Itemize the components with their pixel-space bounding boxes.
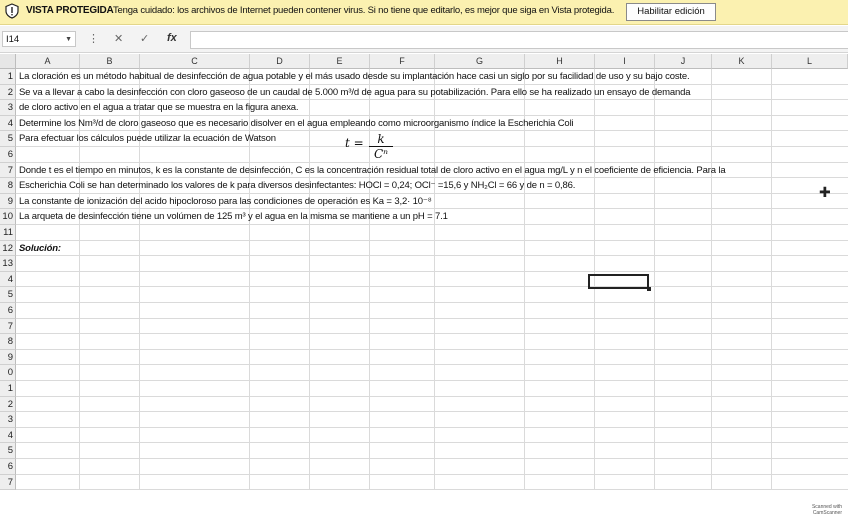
sheet-row xyxy=(0,178,848,194)
more-options-icon[interactable]: ⋮ xyxy=(88,33,99,45)
sheet-row xyxy=(0,116,848,132)
formula-bar xyxy=(0,26,848,53)
row-header[interactable]: 8 xyxy=(0,178,16,194)
cell-text[interactable]: La constante de ionización del acido hipocloroso para las condiciones de operación es Ka = 3,2· 10⁻⁸ xyxy=(19,195,432,207)
cell-text[interactable]: La arqueta de desinfección tiene un volúmen de 125 m³ y el agua en la misma se mantiene a un pH = 7.1 xyxy=(19,211,448,223)
sheet-row xyxy=(0,381,848,397)
sheet-row xyxy=(0,428,848,444)
cell-text[interactable]: La cloración es un método habitual de desinfección de agua potable y el más usado desde su implantación hace casi un siglo por su facilidad de uso y su bajo coste. xyxy=(19,71,690,82)
grid-line xyxy=(16,489,848,490)
row-header[interactable]: 6 xyxy=(0,459,16,475)
watermark-line2: CamScanner xyxy=(812,510,842,516)
sheet-row xyxy=(0,100,848,116)
sheet-row xyxy=(0,225,848,241)
sheet-row xyxy=(0,69,848,85)
row-header[interactable]: 9 xyxy=(0,350,16,366)
name-box-value: I14 xyxy=(6,34,20,45)
scanner-watermark xyxy=(812,504,842,516)
row-header[interactable]: 2 xyxy=(0,397,16,413)
sheet-row xyxy=(0,303,848,319)
sheet-row xyxy=(0,194,848,210)
row-header[interactable]: 7 xyxy=(0,475,16,491)
enter-icon[interactable]: ✓ xyxy=(140,33,150,45)
row-header[interactable]: 0 xyxy=(0,365,16,381)
row-header[interactable]: 4 xyxy=(0,428,16,444)
sheet-row xyxy=(0,334,848,350)
column-header-d[interactable]: D xyxy=(250,54,310,69)
column-header-a[interactable]: A xyxy=(16,54,80,69)
protected-view-bar xyxy=(0,0,848,25)
sheet-row xyxy=(0,475,848,491)
column-header-g[interactable]: G xyxy=(435,54,525,69)
cancel-icon[interactable]: ✕ xyxy=(114,33,124,45)
row-header[interactable]: 7 xyxy=(0,163,16,179)
column-header-c[interactable]: C xyxy=(140,54,250,69)
sheet-row xyxy=(0,272,848,288)
cell-text[interactable]: de cloro activo en el agua a tratar que se muestra en la figura anexa. xyxy=(19,102,299,114)
equation-numerator: k xyxy=(369,132,393,147)
column-header-e[interactable]: E xyxy=(310,54,370,69)
row-header[interactable]: 3 xyxy=(0,100,16,116)
sheet-row xyxy=(0,365,848,381)
cell-text[interactable]: Se va a llevar a cabo la desinfección con cloro gaseoso de un caudal de 5.000 m³/d de agua para su potabilización. Para ello se ha realizado un ensayo de demanda xyxy=(19,86,691,98)
row-header[interactable]: 9 xyxy=(0,194,16,210)
sheet-row xyxy=(0,443,848,459)
sheet-row xyxy=(0,459,848,475)
enable-editing-button[interactable]: Habilitar edición xyxy=(626,3,716,21)
row-header[interactable]: 11 xyxy=(0,225,16,241)
watermark-line1: Scanned with xyxy=(811,504,842,510)
sheet-row xyxy=(0,131,848,147)
column-header-l[interactable]: L xyxy=(772,54,848,69)
protected-view-title: VISTA PROTEGIDA xyxy=(26,5,114,16)
row-header[interactable]: 1 xyxy=(0,381,16,397)
row-header[interactable]: 10 xyxy=(0,209,16,225)
row-header[interactable]: 4 xyxy=(0,272,16,288)
row-header[interactable]: 5 xyxy=(0,287,16,303)
equation-lhs: t = xyxy=(345,136,364,150)
row-header[interactable]: 13 xyxy=(0,256,16,272)
sheet-row xyxy=(0,256,848,272)
row-header[interactable]: 1 xyxy=(0,69,16,85)
row-header[interactable]: 5 xyxy=(0,131,16,147)
sheet-row xyxy=(0,147,848,163)
row-header[interactable]: 2 xyxy=(0,85,16,101)
active-cell-selection[interactable] xyxy=(588,274,649,289)
column-header-i[interactable]: I xyxy=(595,54,655,69)
row-header[interactable]: 3 xyxy=(0,412,16,428)
cell-text[interactable]: Escherichia Coli se han determinado los valores de k para diversos desinfectantes: HOCl = 0,24; OCl⁻ =15,6 y NH₂Cl = 66 y de n = 0,86. xyxy=(19,180,576,192)
row-header[interactable]: 6 xyxy=(0,147,16,163)
sheet-row xyxy=(0,241,848,257)
watson-equation xyxy=(345,132,389,161)
row-header[interactable]: 8 xyxy=(0,334,16,350)
sheet-row xyxy=(0,85,848,101)
row-header[interactable]: 6 xyxy=(0,303,16,319)
protected-view-message: Tenga cuidado: los archivos de Internet pueden contener virus. Si no tiene que editarlo, es mejor que siga en Vista protegida. xyxy=(113,5,615,16)
column-header-k[interactable]: K xyxy=(712,54,772,69)
sheet-row xyxy=(0,319,848,335)
column-header-h[interactable]: H xyxy=(525,54,595,69)
cell-text[interactable]: Solución: xyxy=(19,242,61,254)
column-header-b[interactable]: B xyxy=(80,54,140,69)
row-header[interactable]: 7 xyxy=(0,319,16,335)
row-header[interactable]: 5 xyxy=(0,443,16,459)
sheet-row xyxy=(0,209,848,225)
formula-input[interactable] xyxy=(190,31,848,49)
sheet-row xyxy=(0,350,848,366)
cell-cursor-icon: ✚ xyxy=(819,184,831,200)
sheet-row xyxy=(0,163,848,179)
column-header-f[interactable]: F xyxy=(370,54,435,69)
cell-text[interactable]: Determine los Nm³/d de cloro gaseoso que es necesario disolver en el agua empleando como microorganismo índice la Escherichia Coli xyxy=(19,117,574,129)
select-all-corner[interactable] xyxy=(0,54,16,69)
sheet-row xyxy=(0,397,848,413)
shield-icon xyxy=(4,3,20,19)
chevron-down-icon[interactable]: ▼ xyxy=(65,36,72,43)
cell-text[interactable]: Para efectuar los cálculos puede utilizar la ecuación de Watson xyxy=(19,133,276,145)
row-header[interactable]: 12 xyxy=(0,241,16,257)
name-box[interactable] xyxy=(2,31,76,47)
row-header[interactable]: 4 xyxy=(0,116,16,132)
sheet-row xyxy=(0,412,848,428)
sheet-row xyxy=(0,287,848,303)
column-header-j[interactable]: J xyxy=(655,54,712,69)
cell-text[interactable]: Donde t es el tiempo en minutos, k es la constante de desinfección, C es la concentración residual total de cloro activo en el agua mg/L y n el coeficiente de eficiencia. Para la xyxy=(19,164,726,176)
insert-function-icon[interactable]: fx xyxy=(167,32,177,44)
equation-denominator: Cⁿ xyxy=(373,147,389,161)
